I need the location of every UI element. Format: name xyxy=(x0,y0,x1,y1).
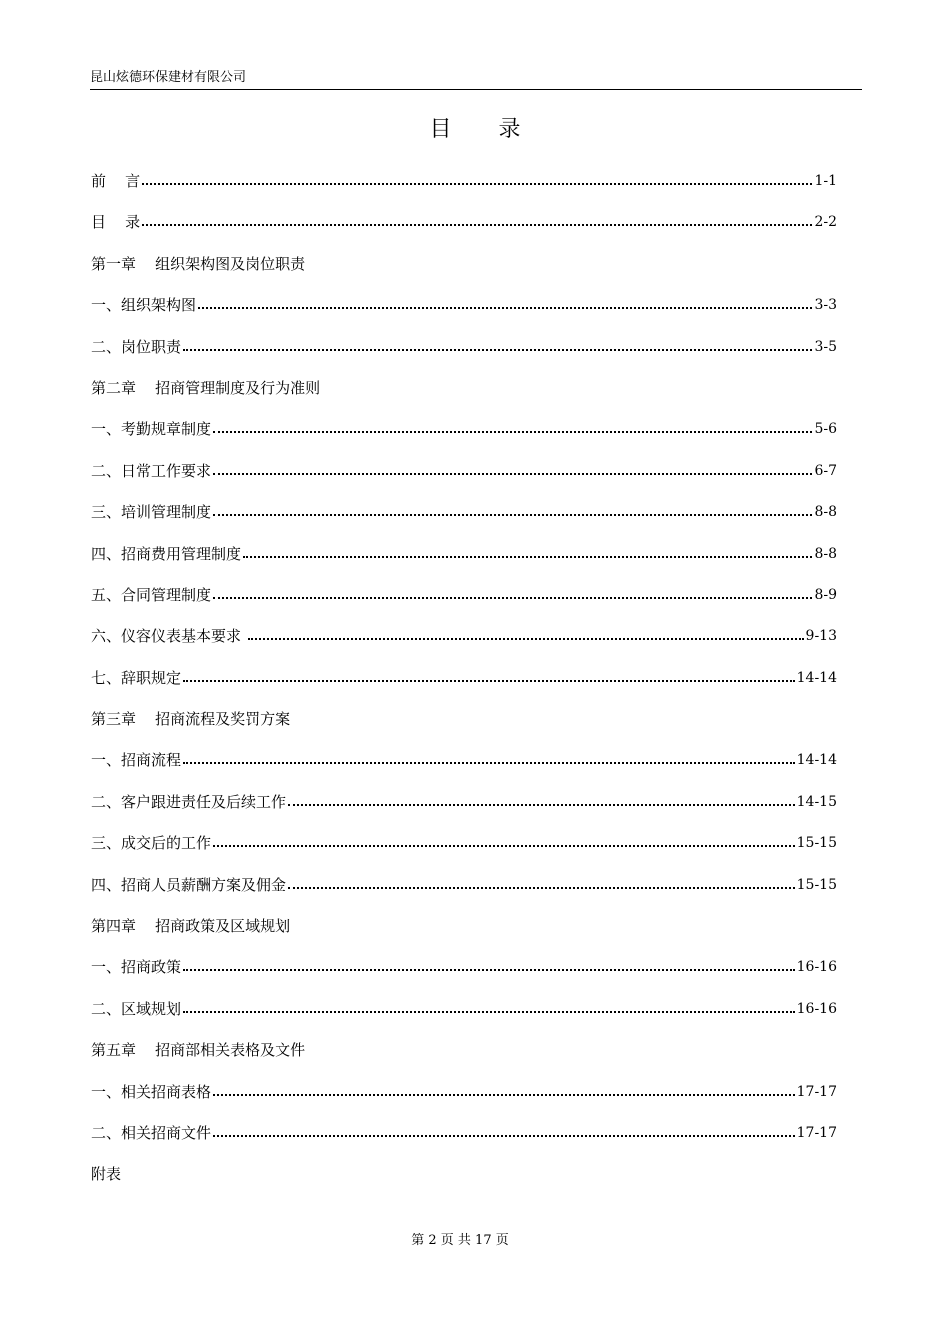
toc-entry-label: 二、客户跟进责任及后续工作 xyxy=(91,792,287,811)
toc-entry[interactable] xyxy=(91,541,837,582)
dot-leader xyxy=(183,954,795,971)
toc-entry-label: 五、合同管理制度 xyxy=(91,585,212,604)
toc-entry-label: 二、日常工作要求 xyxy=(91,461,212,480)
toc-entry-label: 一、考勤规章制度 xyxy=(91,420,212,439)
toc-entry-page-range: 3-5 xyxy=(814,338,837,355)
toc-entry[interactable] xyxy=(91,209,837,250)
toc-entry[interactable] xyxy=(91,1161,837,1202)
toc-entry[interactable] xyxy=(91,458,837,499)
toc-entry-label: 一、招商流程 xyxy=(91,751,182,770)
page-title: 目 录 xyxy=(429,117,541,142)
toc-entry-page-range: 3-3 xyxy=(814,297,837,314)
page-footer: 第 2 页 共 17 页 xyxy=(411,1233,509,1248)
toc-entry-label: 三、成交后的工作 xyxy=(91,834,212,853)
dot-leader xyxy=(142,168,812,185)
toc-entry-label: 附表 xyxy=(91,1165,122,1184)
toc-entry[interactable] xyxy=(91,996,837,1037)
toc-entry[interactable] xyxy=(91,1079,837,1120)
toc-entry-label: 四、招商费用管理制度 xyxy=(91,544,242,563)
toc-entry-page-range: 17-17 xyxy=(796,1083,837,1100)
toc-entry-page-range: 5-6 xyxy=(814,421,837,438)
toc-entry-page-range: 6-7 xyxy=(814,462,837,479)
toc-entry[interactable] xyxy=(91,747,837,788)
toc-entry-page-range: 8-8 xyxy=(814,504,837,521)
toc-entry[interactable] xyxy=(91,830,837,871)
toc-entry-label: 一、招商政策 xyxy=(91,958,182,977)
toc-entry-page-range: 17-17 xyxy=(796,1124,837,1141)
dot-leader xyxy=(142,209,812,226)
toc-entry-label: 一、相关招商表格 xyxy=(91,1082,212,1101)
toc-entry-page-range: 14-14 xyxy=(796,752,837,769)
dot-leader xyxy=(213,458,812,475)
toc-entry-label: 四、招商人员薪酬方案及佣金 xyxy=(91,875,287,894)
toc-entry-page-range: 2-2 xyxy=(814,214,837,231)
toc-entry[interactable] xyxy=(91,954,837,995)
dot-leader xyxy=(213,499,812,516)
toc-entry[interactable] xyxy=(91,334,837,375)
dot-leader xyxy=(213,416,812,433)
dot-leader xyxy=(183,747,795,764)
toc-entry[interactable] xyxy=(91,251,837,292)
toc-entry[interactable] xyxy=(91,665,837,706)
dot-leader xyxy=(213,1120,795,1137)
toc-entry[interactable] xyxy=(91,292,837,333)
toc-entry-page-range: 14-14 xyxy=(796,669,837,686)
toc-entry-page-range: 1-1 xyxy=(814,173,837,189)
toc-entry-label: 第三章 招商流程及奖罚方案 xyxy=(91,710,291,729)
dot-leader xyxy=(213,582,812,599)
toc-entry-page-range: 8-9 xyxy=(814,586,837,603)
toc-entry-page-range: 14-15 xyxy=(796,793,837,810)
toc-entry-page-range: 15-15 xyxy=(796,835,837,852)
toc-entry-label: 七、辞职规定 xyxy=(91,668,182,687)
toc-entry[interactable] xyxy=(91,706,837,747)
table-of-contents xyxy=(91,168,837,1203)
toc-entry-label: 第二章 招商管理制度及行为准则 xyxy=(91,378,321,397)
page-header xyxy=(90,68,862,90)
dot-leader xyxy=(243,541,812,558)
toc-entry-label: 第一章 组织架构图及岗位职责 xyxy=(91,254,306,273)
toc-entry-label: 二、岗位职责 xyxy=(91,337,182,356)
toc-entry-page-range: 16-16 xyxy=(796,1000,837,1017)
toc-entry-label: 二、相关招商文件 xyxy=(91,1123,212,1142)
toc-entry-label: 前 言 xyxy=(91,172,141,190)
dot-leader xyxy=(213,1079,795,1096)
toc-entry[interactable] xyxy=(91,499,837,540)
dot-leader xyxy=(183,665,795,682)
toc-entry[interactable] xyxy=(91,582,837,623)
dot-leader xyxy=(248,623,804,640)
dot-leader xyxy=(213,830,795,847)
toc-entry-label: 一、组织架构图 xyxy=(91,296,197,315)
toc-entry[interactable] xyxy=(91,623,837,664)
company-name: 昆山炫德环保建材有限公司 xyxy=(90,70,247,85)
toc-entry-label: 目 录 xyxy=(91,213,141,232)
toc-entry-page-range: 8-8 xyxy=(814,545,837,562)
dot-leader xyxy=(288,789,795,806)
toc-entry[interactable] xyxy=(91,375,837,416)
toc-entry[interactable] xyxy=(91,1120,837,1161)
toc-entry[interactable] xyxy=(91,168,837,209)
toc-entry[interactable] xyxy=(91,416,837,457)
toc-entry-page-range: 15-15 xyxy=(796,876,837,893)
toc-entry-page-range: 16-16 xyxy=(796,959,837,976)
toc-entry-label: 第四章 招商政策及区域规划 xyxy=(91,917,291,936)
dot-leader xyxy=(288,872,795,889)
toc-entry[interactable] xyxy=(91,789,837,830)
toc-entry-label: 三、培训管理制度 xyxy=(91,503,212,522)
toc-entry-label: 六、仪容仪表基本要求 xyxy=(91,627,246,646)
toc-entry-page-range: 9-13 xyxy=(805,628,837,645)
dot-leader xyxy=(183,996,795,1013)
toc-entry-label: 第五章 招商部相关表格及文件 xyxy=(91,1041,306,1060)
toc-entry[interactable] xyxy=(91,913,837,954)
toc-entry-label: 二、区域规划 xyxy=(91,999,182,1018)
toc-entry[interactable] xyxy=(91,1037,837,1078)
dot-leader xyxy=(198,292,812,309)
dot-leader xyxy=(183,334,812,351)
toc-entry[interactable] xyxy=(91,872,837,913)
